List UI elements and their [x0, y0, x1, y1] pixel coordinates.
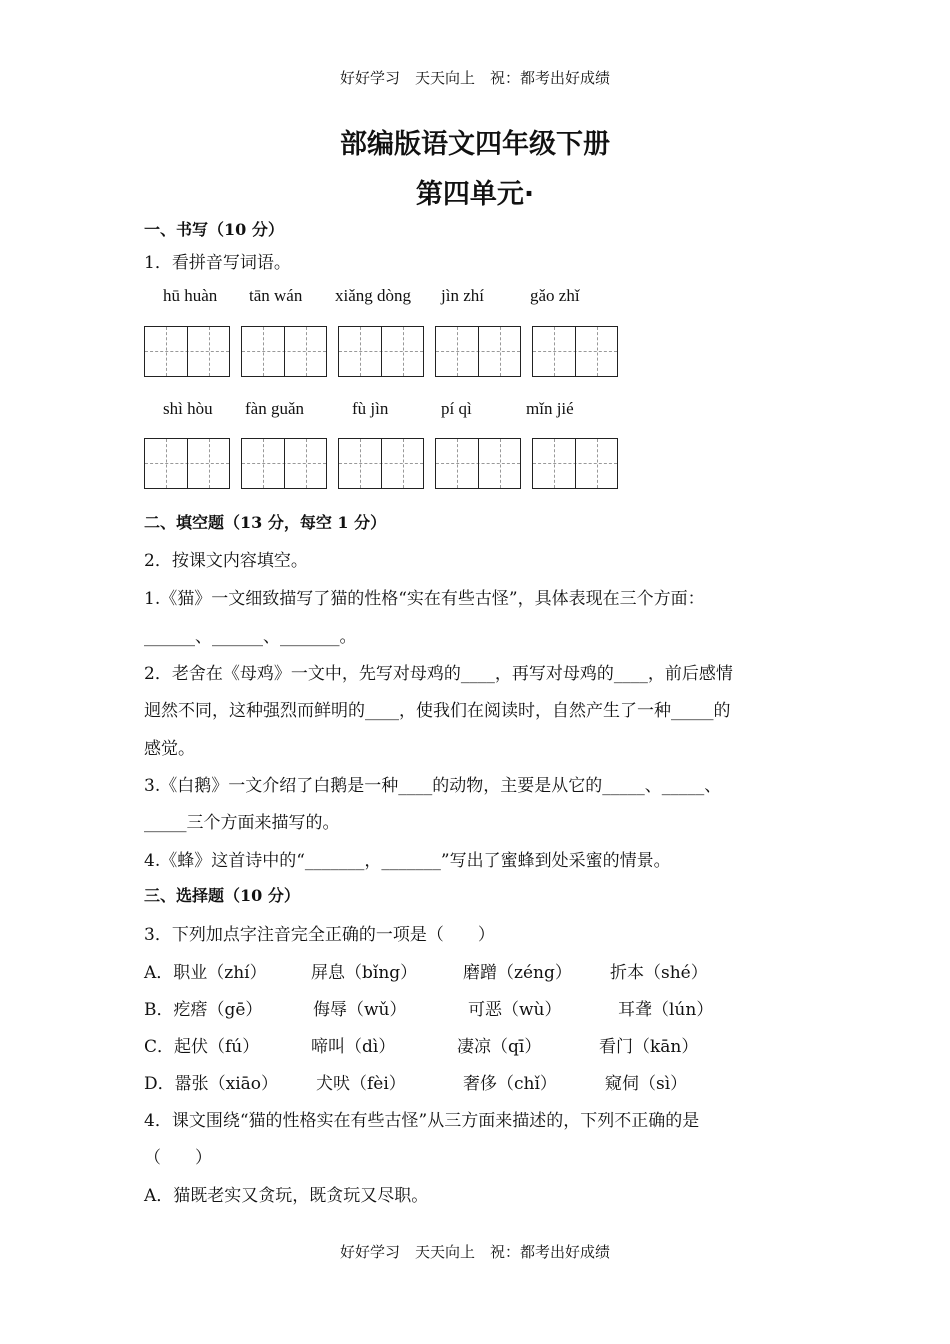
page-header: 好好学习 天天向上 祝：都考出好成绩	[339, 69, 610, 87]
option-b-item: 耳聋（lún）	[618, 1000, 714, 1020]
option-c-item: 看门（kān）	[599, 1037, 699, 1057]
pinyin: pí qì	[441, 399, 472, 418]
option-a-item: 磨蹭（zéng）	[463, 963, 572, 983]
question-2: 2．按课文内容填空。	[144, 551, 308, 571]
writing-box[interactable]	[532, 438, 618, 489]
writing-box[interactable]	[435, 326, 521, 377]
section-3-heading: 三、选择题（10 分）	[144, 886, 300, 905]
fill-line: _____三个方面来描写的。	[144, 813, 340, 833]
option-d-item: 奢侈（chǐ）	[463, 1074, 557, 1094]
document-title: 部编版语文四年级下册	[340, 129, 610, 160]
pinyin: fàn guǎn	[245, 399, 305, 418]
fill-line: 4.《蜂》这首诗中的“_______，_______”写出了蜜蜂到处采蜜的情景。	[144, 851, 671, 871]
option-b-item: 侮辱（wǔ）	[313, 1000, 407, 1020]
writing-box[interactable]	[241, 438, 327, 489]
fill-line: 2．老舍在《母鸡》一文中，先写对母鸡的____，再写对母鸡的____，前后感情	[144, 664, 733, 684]
pinyin: tān wán	[249, 286, 303, 305]
writing-box[interactable]	[532, 326, 618, 377]
pinyin: hū huàn	[163, 286, 218, 305]
writing-box[interactable]	[338, 438, 424, 489]
pinyin: gǎo zhǐ	[530, 286, 580, 305]
pinyin: xiǎng dòng	[335, 286, 412, 305]
option-b[interactable]: B．疙瘩（gē）	[144, 1000, 263, 1020]
fill-line: ______、______、_______。	[144, 627, 357, 647]
option-d-item: 窥伺（sì）	[605, 1074, 688, 1094]
question-4: 4．课文围绕“猫的性格实在有些古怪”从三方面来描述的，下列不正确的是	[144, 1111, 700, 1131]
pinyin: mǐn jié	[526, 399, 574, 418]
writing-box[interactable]	[241, 326, 327, 377]
question-1: 1．看拼音写词语。	[144, 253, 291, 273]
pinyin: jìn zhí	[441, 286, 484, 305]
fill-line: 3.《白鹅》一文介绍了白鹅是一种____的动物，主要是从它的_____、_____、	[144, 776, 722, 796]
answer-parentheses: （ ）	[144, 1148, 212, 1168]
option-a[interactable]: A．猫既老实又贪玩，既贪玩又尽职。	[144, 1186, 429, 1206]
fill-line: 感觉。	[144, 739, 195, 759]
writing-box[interactable]	[338, 326, 424, 377]
pinyin: fù jìn	[352, 399, 389, 418]
writing-box[interactable]	[144, 326, 230, 377]
writing-box[interactable]	[144, 438, 230, 489]
option-c-item: 凄凉（qī）	[457, 1037, 542, 1057]
option-a-item: 折本（shé）	[610, 963, 708, 983]
fill-line: 迥然不同，这种强烈而鲜明的____，使我们在阅读时，自然产生了一种_____的	[144, 701, 731, 721]
option-d[interactable]: D．嚣张（xiāo）	[144, 1074, 279, 1094]
page-footer: 好好学习 天天向上 祝：都考出好成绩	[339, 1243, 610, 1261]
writing-box[interactable]	[435, 438, 521, 489]
fill-line: 1.《猫》一文细致描写了猫的性格“实在有些古怪”，具体表现在三个方面：	[144, 589, 705, 609]
section-2-heading: 二、填空题（13 分，每空 1 分）	[144, 513, 387, 532]
question-3: 3．下列加点字注音完全正确的一项是（ ）	[144, 925, 495, 945]
document-subtitle: 第四单元·	[415, 179, 535, 210]
option-c-item: 啼叫（dì）	[311, 1037, 396, 1057]
option-a-item: 屏息（bǐng）	[311, 963, 418, 983]
option-a[interactable]: A．职业（zhí）	[144, 963, 267, 983]
option-c[interactable]: C．起伏（fú）	[144, 1037, 260, 1057]
pinyin: shì hòu	[163, 399, 213, 418]
option-b-item: 可恶（wù）	[468, 1000, 562, 1020]
option-d-item: 犬吠（fèi）	[316, 1074, 406, 1094]
section-1-heading: 一、书写（10 分）	[144, 220, 284, 239]
